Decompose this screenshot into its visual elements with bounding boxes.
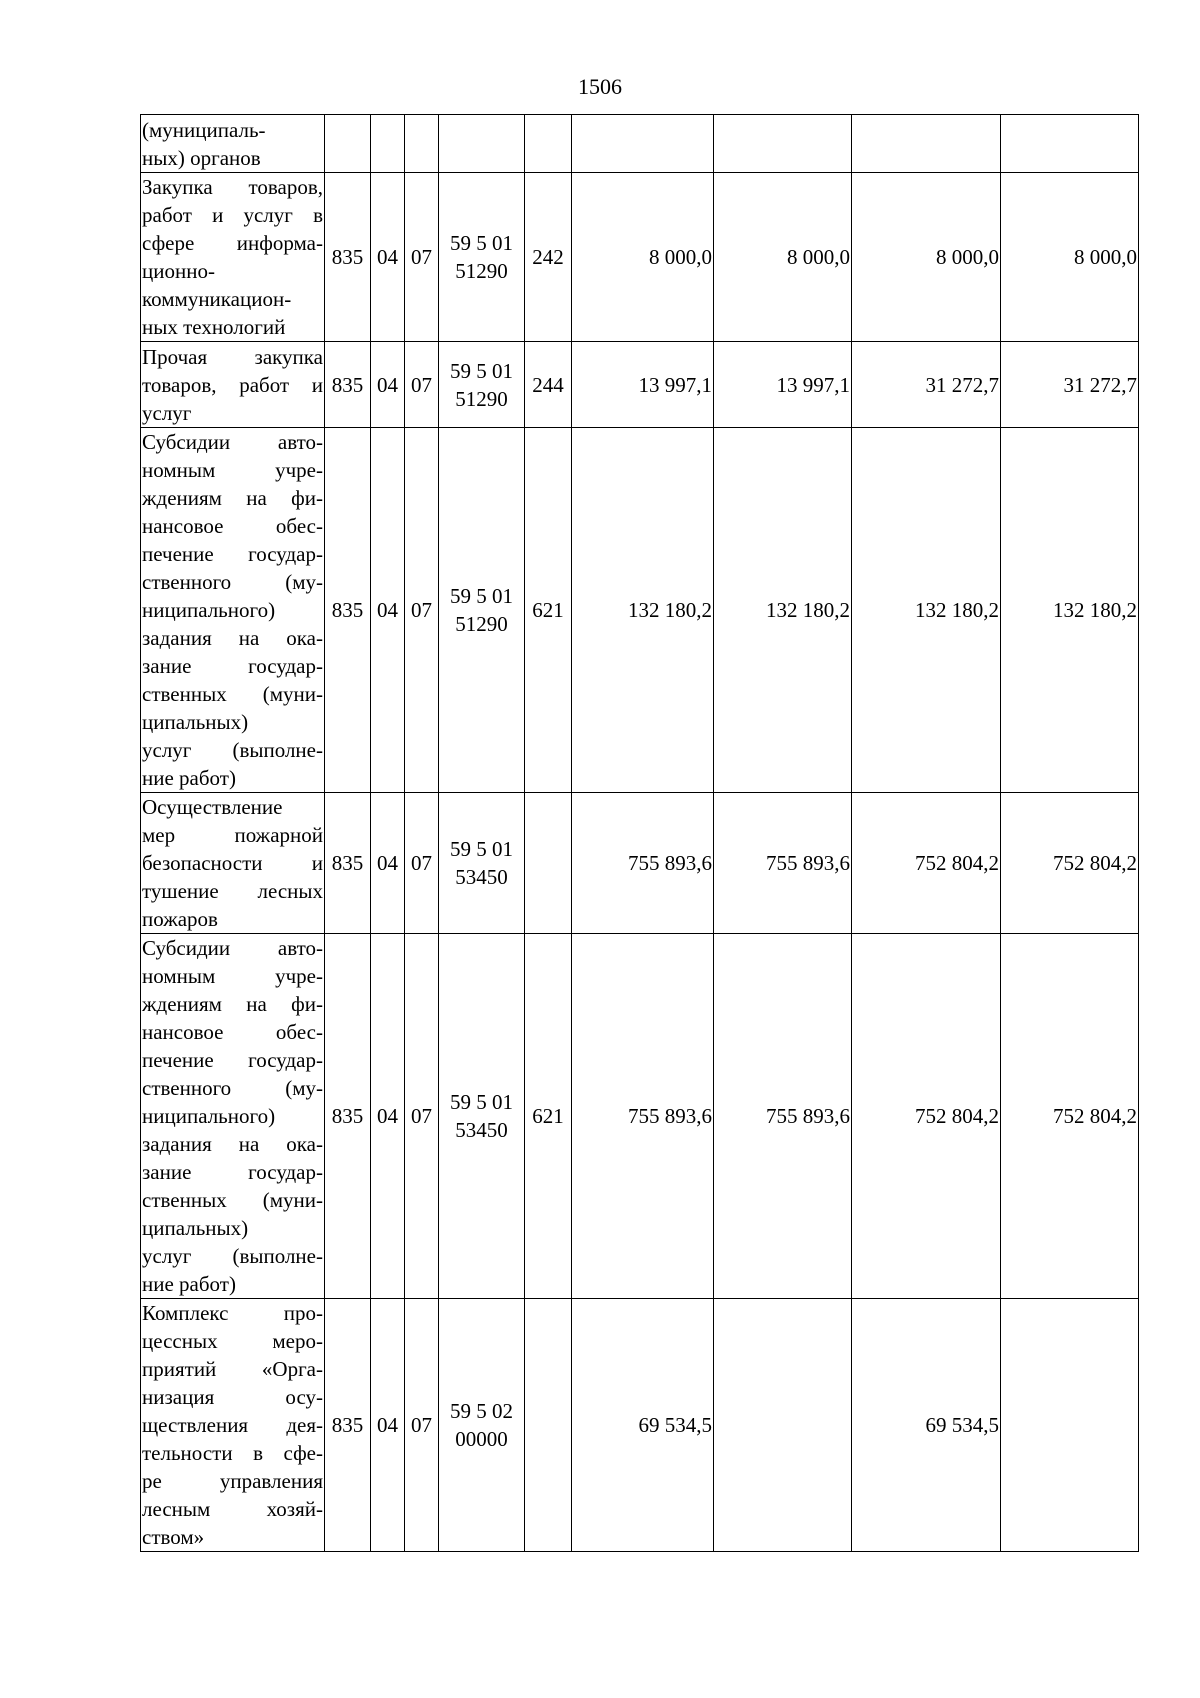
row-name [141,934,325,1299]
section-code [371,115,405,173]
row-name-line: (муниципаль- [142,117,266,142]
row-name-line: ние работ) [142,766,236,790]
row-name-line: тушение лесных [142,879,323,903]
expense-type-code [525,793,572,934]
table-row [141,934,1139,1299]
amount-2: 132 180,2 [714,428,852,793]
row-name-line: ных технологий [142,315,286,339]
amount-2: 755 893,6 [714,793,852,934]
amount-1: 13 997,1 [572,342,714,428]
row-name-line: ционно- [142,259,215,283]
table-row [141,793,1139,934]
amount-3: 69 534,5 [852,1299,1001,1552]
amount-2: 8 000,0 [714,173,852,342]
target-article-code: 59 5 01 51290 [439,173,525,342]
row-name-line: ниципального) [142,598,276,622]
amount-1 [572,115,714,173]
row-name-line: тельности в сфе- [142,1441,323,1465]
row-name-line: низация осу- [142,1385,323,1409]
subsection-code [405,115,439,173]
table-row [141,342,1139,428]
amount-1: 69 534,5 [572,1299,714,1552]
row-name-line: мер пожарной [142,823,323,847]
row-name-line: номным учре- [142,458,323,482]
table-row [141,1299,1139,1552]
subsection-code: 07 [405,1299,439,1552]
row-name-line: печение государ- [142,1048,323,1072]
ministry-code: 835 [325,342,371,428]
expense-type-code [525,1299,572,1552]
row-name-line: пожаров [142,907,218,931]
expense-type-code: 242 [525,173,572,342]
ministry-code: 835 [325,1299,371,1552]
amount-4 [1001,115,1139,173]
row-name-line: печение государ- [142,542,323,566]
row-name-line: ственного (му- [142,1076,323,1100]
section-code: 04 [371,934,405,1299]
row-name-line: Комплекс про- [142,1301,323,1325]
row-name-line: ние работ) [142,1272,236,1296]
row-name [141,342,325,428]
amount-4: 8 000,0 [1001,173,1139,342]
row-name-line: услуг (выполне- [142,738,323,762]
amount-1: 132 180,2 [572,428,714,793]
amount-3: 8 000,0 [852,173,1001,342]
row-name-line: зание государ- [142,1160,323,1184]
target-article-code: 59 5 01 53450 [439,934,525,1299]
ministry-code: 835 [325,428,371,793]
ministry-code [325,115,371,173]
amount-2 [714,1299,852,1552]
row-name [141,793,325,934]
amount-3: 752 804,2 [852,793,1001,934]
section-code: 04 [371,1299,405,1552]
row-name-line: ством» [142,1525,205,1549]
row-name-line: приятий «Орга- [142,1357,323,1381]
row-name-line: задания на ока- [142,1132,323,1156]
amount-2: 755 893,6 [714,934,852,1299]
row-name-line: нансовое обес- [142,514,323,538]
subsection-code: 07 [405,173,439,342]
amount-4: 752 804,2 [1001,934,1139,1299]
row-name-line: ципальных) [142,710,249,734]
row-name-line: ственных (муни- [142,1188,323,1212]
section-code: 04 [371,342,405,428]
amount-1: 755 893,6 [572,934,714,1299]
row-name-line: нансовое обес- [142,1020,323,1044]
row-name-line: услуг [142,400,192,425]
row-name-line: Прочая закупка [142,344,323,369]
target-article-code: 59 5 01 51290 [439,342,525,428]
row-name-line: коммуникацион- [142,287,292,311]
row-name-line: ре управления [142,1469,323,1493]
row-name-line: Закупка товаров, [142,175,323,199]
row-name-line: номным учре- [142,964,323,988]
expense-type-code: 621 [525,934,572,1299]
target-article-code [439,115,525,173]
row-name-line: Субсидии авто- [142,936,323,960]
row-name-line: ществления дея- [142,1413,323,1437]
row-name-line: ных) органов [142,145,261,170]
row-name-line: зание государ- [142,654,323,678]
amount-4 [1001,1299,1139,1552]
subsection-code: 07 [405,428,439,793]
amount-3: 132 180,2 [852,428,1001,793]
table-row [141,173,1139,342]
row-name-line: Субсидии авто- [142,430,323,454]
subsection-code: 07 [405,934,439,1299]
row-name-line: сфере информа- [142,231,323,255]
row-name-line: безопасности и [142,851,323,875]
ministry-code: 835 [325,934,371,1299]
amount-4: 31 272,7 [1001,342,1139,428]
amount-2 [714,115,852,173]
row-name-line: услуг (выполне- [142,1244,323,1268]
row-name [141,1299,325,1552]
row-name-line: ниципального) [142,1104,276,1128]
amount-4: 752 804,2 [1001,793,1139,934]
row-name-line: ственных (муни- [142,682,323,706]
row-name-line: Осуществление [142,795,283,819]
ministry-code: 835 [325,793,371,934]
row-name [141,115,325,173]
row-name [141,173,325,342]
target-article-code: 59 5 01 53450 [439,793,525,934]
target-article-code: 59 5 01 51290 [439,428,525,793]
budget-table [140,114,1139,1552]
expense-type-code: 244 [525,342,572,428]
row-name [141,428,325,793]
amount-2: 13 997,1 [714,342,852,428]
table-row [141,428,1139,793]
amount-3: 752 804,2 [852,934,1001,1299]
row-name-line: ственного (му- [142,570,323,594]
subsection-code: 07 [405,793,439,934]
page-number: 1506 [578,74,622,99]
row-name-line: работ и услуг в [142,203,323,227]
amount-1: 755 893,6 [572,793,714,934]
amount-3 [852,115,1001,173]
table-row [141,115,1139,173]
row-name-line: ждениям на фи- [142,486,323,510]
section-code: 04 [371,428,405,793]
row-name-line: ципальных) [142,1216,249,1240]
target-article-code: 59 5 02 00000 [439,1299,525,1552]
expense-type-code [525,115,572,173]
row-name-line: лесным хозяй- [142,1497,323,1521]
row-name-line: товаров, работ и [142,372,323,397]
amount-1: 8 000,0 [572,173,714,342]
row-name-line: цессных меро- [142,1329,323,1353]
amount-3: 31 272,7 [852,342,1001,428]
row-name-line: задания на ока- [142,626,323,650]
expense-type-code: 621 [525,428,572,793]
amount-4: 132 180,2 [1001,428,1139,793]
section-code: 04 [371,173,405,342]
budget-table-body [141,115,1139,1552]
row-name-line: ждениям на фи- [142,992,323,1016]
ministry-code: 835 [325,173,371,342]
section-code: 04 [371,793,405,934]
subsection-code: 07 [405,342,439,428]
